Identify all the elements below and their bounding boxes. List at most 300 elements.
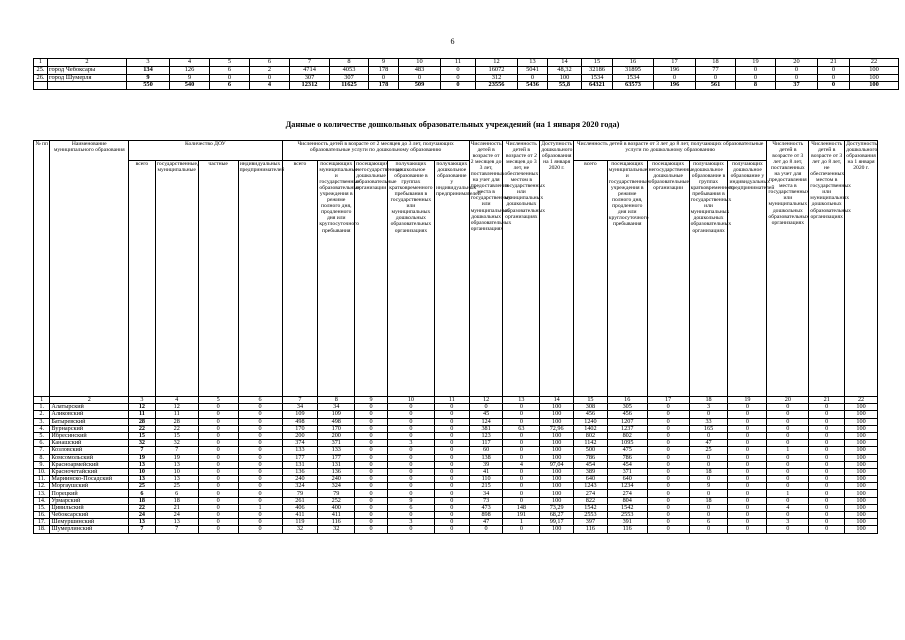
table-row [34, 411, 878, 418]
table-cell: 0 [689, 411, 728, 418]
table-cell: 0 [198, 526, 238, 533]
table-row [34, 483, 878, 490]
header-col20: Численность детей в возрасте от 3 лет до 8 лет, поставленных на учет для предоставления места в государственных или муниципальных дошкольных образовательных организациях [767, 141, 809, 397]
table-cell: 200 [318, 432, 355, 439]
table-cell: 2 [50, 397, 129, 404]
table-cell: 18 [155, 497, 198, 504]
table-cell: 11 [155, 411, 198, 418]
table-cell: 6 [387, 504, 434, 511]
table-cell: 0 [776, 74, 818, 82]
table-cell: 77 [696, 66, 736, 74]
table-cell: 19 [736, 59, 776, 67]
table-cell: 100 [540, 490, 574, 497]
table-cell: 10 [399, 59, 441, 67]
table-cell: 10 [155, 468, 198, 475]
table-cell: Чебоксарский [50, 512, 129, 519]
table-cell: Комсомольский [50, 454, 129, 461]
table-cell: 1 [34, 397, 50, 404]
table-cell: 0 [647, 454, 689, 461]
table-cell: 24 [155, 512, 198, 519]
header-name: Наименование муниципального образования [50, 141, 129, 397]
table-row [34, 74, 899, 82]
table-cell: 1 [503, 519, 540, 526]
table-cell: 13 [155, 476, 198, 483]
table-cell: 324 [318, 483, 355, 490]
table-cell: 0 [198, 425, 238, 432]
table-cell: 0 [198, 447, 238, 454]
table-cell: 73 [469, 497, 503, 504]
table-cell: 0 [503, 404, 540, 411]
table-cell: 406 [282, 504, 318, 511]
table-cell: 307 [290, 74, 330, 82]
table-cell: 215 [469, 483, 503, 490]
table-cell: 100 [540, 483, 574, 490]
table-cell: Красночетайский [50, 468, 129, 475]
table-cell: 0 [767, 468, 809, 475]
table-cell: 60 [469, 447, 503, 454]
table-cell: 100 [845, 512, 878, 519]
table-cell: 4053 [330, 66, 369, 74]
table-cell: 324 [282, 483, 318, 490]
table-cell: 1243 [574, 483, 608, 490]
column-number-row [34, 59, 899, 67]
table-cell: 0 [238, 490, 282, 497]
table-cell: 12 [469, 397, 503, 404]
table-cell: 16072 [476, 66, 518, 74]
table-cell: 4. [34, 425, 50, 432]
table-cell: 73,29 [540, 504, 574, 511]
table-cell: 100 [850, 66, 899, 74]
table-cell: 0 [434, 490, 469, 497]
table-cell: 0 [647, 418, 689, 425]
table-cell: 47 [689, 440, 728, 447]
table-cell: 0 [728, 425, 767, 432]
table-cell: 0 [355, 418, 388, 425]
table-cell: 473 [469, 504, 503, 511]
table-cell: 0 [387, 454, 434, 461]
table-cell: 1 [34, 59, 48, 67]
table-cell: 1207 [607, 418, 647, 425]
table-cell: 252 [318, 497, 355, 504]
table-cell: 0 [647, 497, 689, 504]
table-cell: 136 [282, 468, 318, 475]
table-row [34, 526, 878, 533]
table-cell: 47 [469, 519, 503, 526]
table-cell: 0 [809, 504, 845, 511]
table-cell: 178 [369, 66, 399, 74]
table-cell: 0 [767, 512, 809, 519]
table-cell: 0 [503, 476, 540, 483]
table-cell: 0 [809, 440, 845, 447]
table-cell: 19 [728, 397, 767, 404]
table-cell: 17. [34, 519, 50, 526]
table-cell: 22 [155, 425, 198, 432]
table-cell: 456 [574, 411, 608, 418]
table-cell: 0 [434, 411, 469, 418]
table-cell: 6. [34, 440, 50, 447]
table-cell: 0 [767, 454, 809, 461]
table-cell: 0 [434, 497, 469, 504]
table-cell: 0 [238, 483, 282, 490]
table-cell: 0 [647, 490, 689, 497]
table-cell: 126 [170, 66, 210, 74]
header-col16: посещающих муниципальные и государственные учреждения в режиме полного дня, продленного дня или круглосуточного пребывания [607, 161, 647, 397]
table-cell: 0 [736, 66, 776, 74]
table-cell: 0 [387, 404, 434, 411]
table-cell: 19 [155, 454, 198, 461]
table-cell: Красноармейский [50, 461, 129, 468]
table-cell: 100 [845, 440, 878, 447]
table-row [34, 461, 878, 468]
table-cell: 148 [503, 504, 540, 511]
table-cell: 0 [689, 490, 728, 497]
table-cell: 640 [574, 476, 608, 483]
table-cell: 100 [540, 432, 574, 439]
table-cell: 25. [34, 66, 48, 74]
table-cell: 100 [845, 411, 878, 418]
table-cell: 2553 [607, 512, 647, 519]
table-cell: 0 [689, 454, 728, 461]
table-cell: 274 [574, 490, 608, 497]
table-cell: 109 [318, 411, 355, 418]
table-cell: 200 [282, 432, 318, 439]
table-cell: 371 [318, 440, 355, 447]
table-cell: 1 [238, 504, 282, 511]
table-cell: 0 [809, 490, 845, 497]
table-cell: 0 [355, 432, 388, 439]
table-cell: 0 [238, 418, 282, 425]
table-cell: 640 [607, 476, 647, 483]
table-cell: 0 [355, 425, 388, 432]
table-cell: 13 [518, 59, 548, 67]
table-cell: 7 [290, 59, 330, 67]
table-cell: 0 [210, 74, 250, 82]
table-cell: 374 [282, 440, 318, 447]
table-cell: 0 [503, 447, 540, 454]
table-cell: 0 [387, 411, 434, 418]
table-cell: 0 [728, 447, 767, 454]
table-cell: 0 [503, 490, 540, 497]
table-cell: 18 [689, 497, 728, 504]
table-cell: 22 [845, 397, 878, 404]
table-cell: 0 [238, 454, 282, 461]
table-cell: 138 [469, 454, 503, 461]
table-cell: 21 [818, 59, 850, 67]
header-col21: Численность детей в возрасте от 3 лет до 8 лет, не обеспеченных местом в государственных или муниципальных дошкольных образовательных организациях [809, 141, 845, 397]
table-cell: 20 [767, 397, 809, 404]
table-cell: 475 [607, 447, 647, 454]
table-cell: 0 [198, 490, 238, 497]
table-cell: 0 [767, 411, 809, 418]
table-cell: 0 [198, 411, 238, 418]
table-cell: 23556 [476, 82, 518, 90]
table-cell: 12312 [290, 82, 330, 90]
table-cell: 22 [129, 504, 156, 511]
table-cell: 110 [469, 476, 503, 483]
table-cell: 0 [647, 404, 689, 411]
table-cell: 0 [387, 476, 434, 483]
header-col18: получающих дошкольное образование в группах кратковременного пребывания в государственных или муниципальных дошкольных образовательных организациях [689, 161, 728, 397]
table-cell: 63 [503, 425, 540, 432]
table-cell: 0 [198, 468, 238, 475]
table-cell: 100 [540, 497, 574, 504]
table-cell: 0 [647, 512, 689, 519]
table-cell: 0 [238, 512, 282, 519]
table-cell: 0 [238, 519, 282, 526]
header-group-under3: Численность детей в возрасте от 2 месяцев до 3 лет, получающих образовательные услуги по дошкольному образованию [282, 141, 469, 161]
table-cell: 19 [129, 454, 156, 461]
table-cell: 11 [441, 59, 476, 67]
table-cell: 1534 [613, 74, 654, 82]
table-cell: 0 [767, 526, 809, 533]
table-cell: 0 [728, 468, 767, 475]
table-cell: 0 [434, 483, 469, 490]
table-cell: 100 [845, 461, 878, 468]
table-row [34, 66, 899, 74]
table-cell: 0 [355, 512, 388, 519]
table-cell: 0 [198, 440, 238, 447]
table-cell: 79 [318, 490, 355, 497]
table-cell: 307 [330, 74, 369, 82]
table-cell: Цивильский [50, 504, 129, 511]
table-cell: 13 [129, 519, 156, 526]
table-cell: 0 [434, 447, 469, 454]
table-cell: 18 [129, 497, 156, 504]
table-cell: 8 [736, 82, 776, 90]
page-number: 6 [450, 37, 455, 46]
table-cell: 0 [355, 483, 388, 490]
table-cell: 0 [387, 526, 434, 533]
table-cell: 389 [574, 468, 608, 475]
table-cell: 0 [647, 447, 689, 454]
table-cell: 0 [355, 440, 388, 447]
table-cell: 1 [767, 490, 809, 497]
table-cell: 1234 [607, 483, 647, 490]
table-cell: 7. [34, 447, 50, 454]
table-cell: 0 [355, 504, 388, 511]
table-cell: 400 [318, 504, 355, 511]
table-cell: Батыревский [50, 418, 129, 425]
table-cell: 308 [574, 404, 608, 411]
table-cell: 100 [850, 82, 899, 90]
table-cell: 0 [503, 454, 540, 461]
table-cell: 45 [469, 411, 503, 418]
table-cell: 0 [728, 440, 767, 447]
table-cell: 0 [818, 74, 850, 82]
table-cell: 0 [399, 74, 441, 82]
table-cell: 100 [845, 432, 878, 439]
table-cell: 170 [318, 425, 355, 432]
table-cell: 20 [776, 59, 818, 67]
table-cell: 0 [647, 440, 689, 447]
table-cell: 3 [767, 519, 809, 526]
table-cell: 28 [129, 418, 156, 425]
table-cell: 0 [728, 411, 767, 418]
table-row [34, 425, 878, 432]
table-cell: 0 [387, 425, 434, 432]
table-cell: 0 [238, 526, 282, 533]
table-cell: 99,17 [540, 519, 574, 526]
table-cell: 1542 [574, 504, 608, 511]
table-cell: 6 [129, 490, 156, 497]
table-cell: 100 [540, 468, 574, 475]
table-cell: 0 [647, 526, 689, 533]
table-cell: 170 [282, 425, 318, 432]
table-cell: 0 [198, 519, 238, 526]
table-cell: 2 [250, 66, 290, 74]
header-col12: Численность детей в возрасте от 2 месяцев до 3 лет, поставленных на учет для предоставления места в государственных или муниципальных дошкольных образовательных организациях [469, 141, 503, 397]
table-cell: 100 [845, 490, 878, 497]
table-cell: 0 [689, 526, 728, 533]
table-cell: 100 [540, 411, 574, 418]
table-cell: 498 [282, 418, 318, 425]
table-cell: Урмарский [50, 497, 129, 504]
table-cell: 0 [647, 425, 689, 432]
table-cell: 0 [387, 447, 434, 454]
table-row [34, 454, 878, 461]
table-cell: 0 [238, 497, 282, 504]
table-row [34, 476, 878, 483]
table-row [34, 512, 878, 519]
table-cell: 34 [469, 490, 503, 497]
table-cell: 0 [818, 66, 850, 74]
table-cell: 0 [689, 504, 728, 511]
table-cell: 0 [434, 440, 469, 447]
table-cell: 6 [210, 82, 250, 90]
table-cell: 116 [607, 526, 647, 533]
table-cell: 100 [540, 404, 574, 411]
table-cell: 0 [809, 512, 845, 519]
table-cell: 456 [607, 411, 647, 418]
table-cell: 34 [282, 404, 318, 411]
table-cell: 4 [170, 59, 210, 67]
table-cell: 0 [387, 461, 434, 468]
table-cell: 39 [469, 461, 503, 468]
table-cell: 381 [469, 425, 503, 432]
table-cell: 100 [845, 454, 878, 461]
table-cell: 18 [696, 59, 736, 67]
table-cell: 0 [647, 476, 689, 483]
table-cell: 0 [767, 497, 809, 504]
table-cell: 0 [503, 483, 540, 490]
table-cell: 13 [503, 397, 540, 404]
table-cell: 0 [198, 454, 238, 461]
table-cell: 8. [34, 454, 50, 461]
table-cell: 411 [282, 512, 318, 519]
table-cell: Алатырский [50, 404, 129, 411]
table-cell: Козловский [50, 447, 129, 454]
table-cell: 15 [574, 397, 608, 404]
table-cell: 0 [503, 440, 540, 447]
table-cell: 0 [809, 404, 845, 411]
table-cell: 6 [238, 397, 282, 404]
table-cell: 100 [845, 497, 878, 504]
table-cell: 5041 [518, 66, 548, 74]
table-cell: 509 [399, 82, 441, 90]
table-cell: 10. [34, 468, 50, 475]
table-cell: 13 [155, 519, 198, 526]
table-cell: 1095 [607, 440, 647, 447]
header-col5: частные [198, 161, 238, 397]
table-cell: 0 [647, 483, 689, 490]
table-cell: 1534 [582, 74, 613, 82]
header-group-3to8: Численность детей в возрасте от 3 лет до 8 лет, получающих образовательные услуги по дошкольному образованию [574, 141, 767, 161]
preschool-data-table [33, 140, 878, 534]
table-cell: 0 [387, 468, 434, 475]
table-cell: 21 [155, 504, 198, 511]
header-col9: посещающих негосударственные дошкольные образовательные организации [355, 161, 388, 397]
table-cell: 0 [198, 483, 238, 490]
table-cell: 0 [767, 425, 809, 432]
table-cell: 117 [469, 440, 503, 447]
table-cell: 32 [129, 440, 156, 447]
table-cell: 0 [198, 432, 238, 439]
table-cell: 0 [198, 512, 238, 519]
table-cell: 55,8 [548, 82, 582, 90]
table-cell: 11625 [330, 82, 369, 90]
table-cell: 312 [476, 74, 518, 82]
table-cell: 15 [582, 59, 613, 67]
table-cell: 0 [503, 411, 540, 418]
table-cell: 6 [210, 66, 250, 74]
table-cell: 178 [369, 82, 399, 90]
table-cell: 0 [518, 74, 548, 82]
table-cell: 0 [689, 512, 728, 519]
table-cell: 116 [318, 519, 355, 526]
total-row [34, 82, 899, 90]
table-cell: 0 [647, 468, 689, 475]
table-cell: 0 [238, 447, 282, 454]
table-cell: 0 [728, 490, 767, 497]
table-cell: 25 [155, 483, 198, 490]
table-cell: 498 [318, 418, 355, 425]
table-cell: 196 [654, 82, 696, 90]
table-cell: 0 [434, 432, 469, 439]
table-cell: 5. [34, 432, 50, 439]
table-cell: 240 [318, 476, 355, 483]
table-cell: 16. [34, 512, 50, 519]
table-cell: 0 [503, 526, 540, 533]
table-cell: 274 [607, 490, 647, 497]
table-cell: 24 [129, 512, 156, 519]
table-cell: 0 [434, 418, 469, 425]
table-cell: 9 [387, 497, 434, 504]
table-cell: 1 [767, 447, 809, 454]
table-cell: 0 [434, 404, 469, 411]
table-cell: 0 [198, 504, 238, 511]
table-cell: 13 [129, 461, 156, 468]
table-cell: 0 [728, 432, 767, 439]
table-cell: 22 [850, 59, 899, 67]
table-cell: 18. [34, 526, 50, 533]
table-cell: 131 [318, 461, 355, 468]
table-cell: 0 [647, 519, 689, 526]
table-cell: 100 [548, 74, 582, 82]
table-cell: 0 [809, 432, 845, 439]
table-cell: 17 [647, 397, 689, 404]
table-cell: 9 [369, 59, 399, 67]
header-col19: получающих дошкольное образование у индивидуальных предпринимателей [728, 161, 767, 397]
table-cell: 0 [767, 476, 809, 483]
table-cell: 0 [355, 526, 388, 533]
table-cell: 0 [238, 411, 282, 418]
table-cell: 31895 [613, 66, 654, 74]
table-cell: 5 [210, 59, 250, 67]
table-cell: 0 [355, 411, 388, 418]
table-cell: 3 [387, 519, 434, 526]
header-col4: государственные, муниципальные [155, 161, 198, 397]
table-cell: 100 [845, 468, 878, 475]
